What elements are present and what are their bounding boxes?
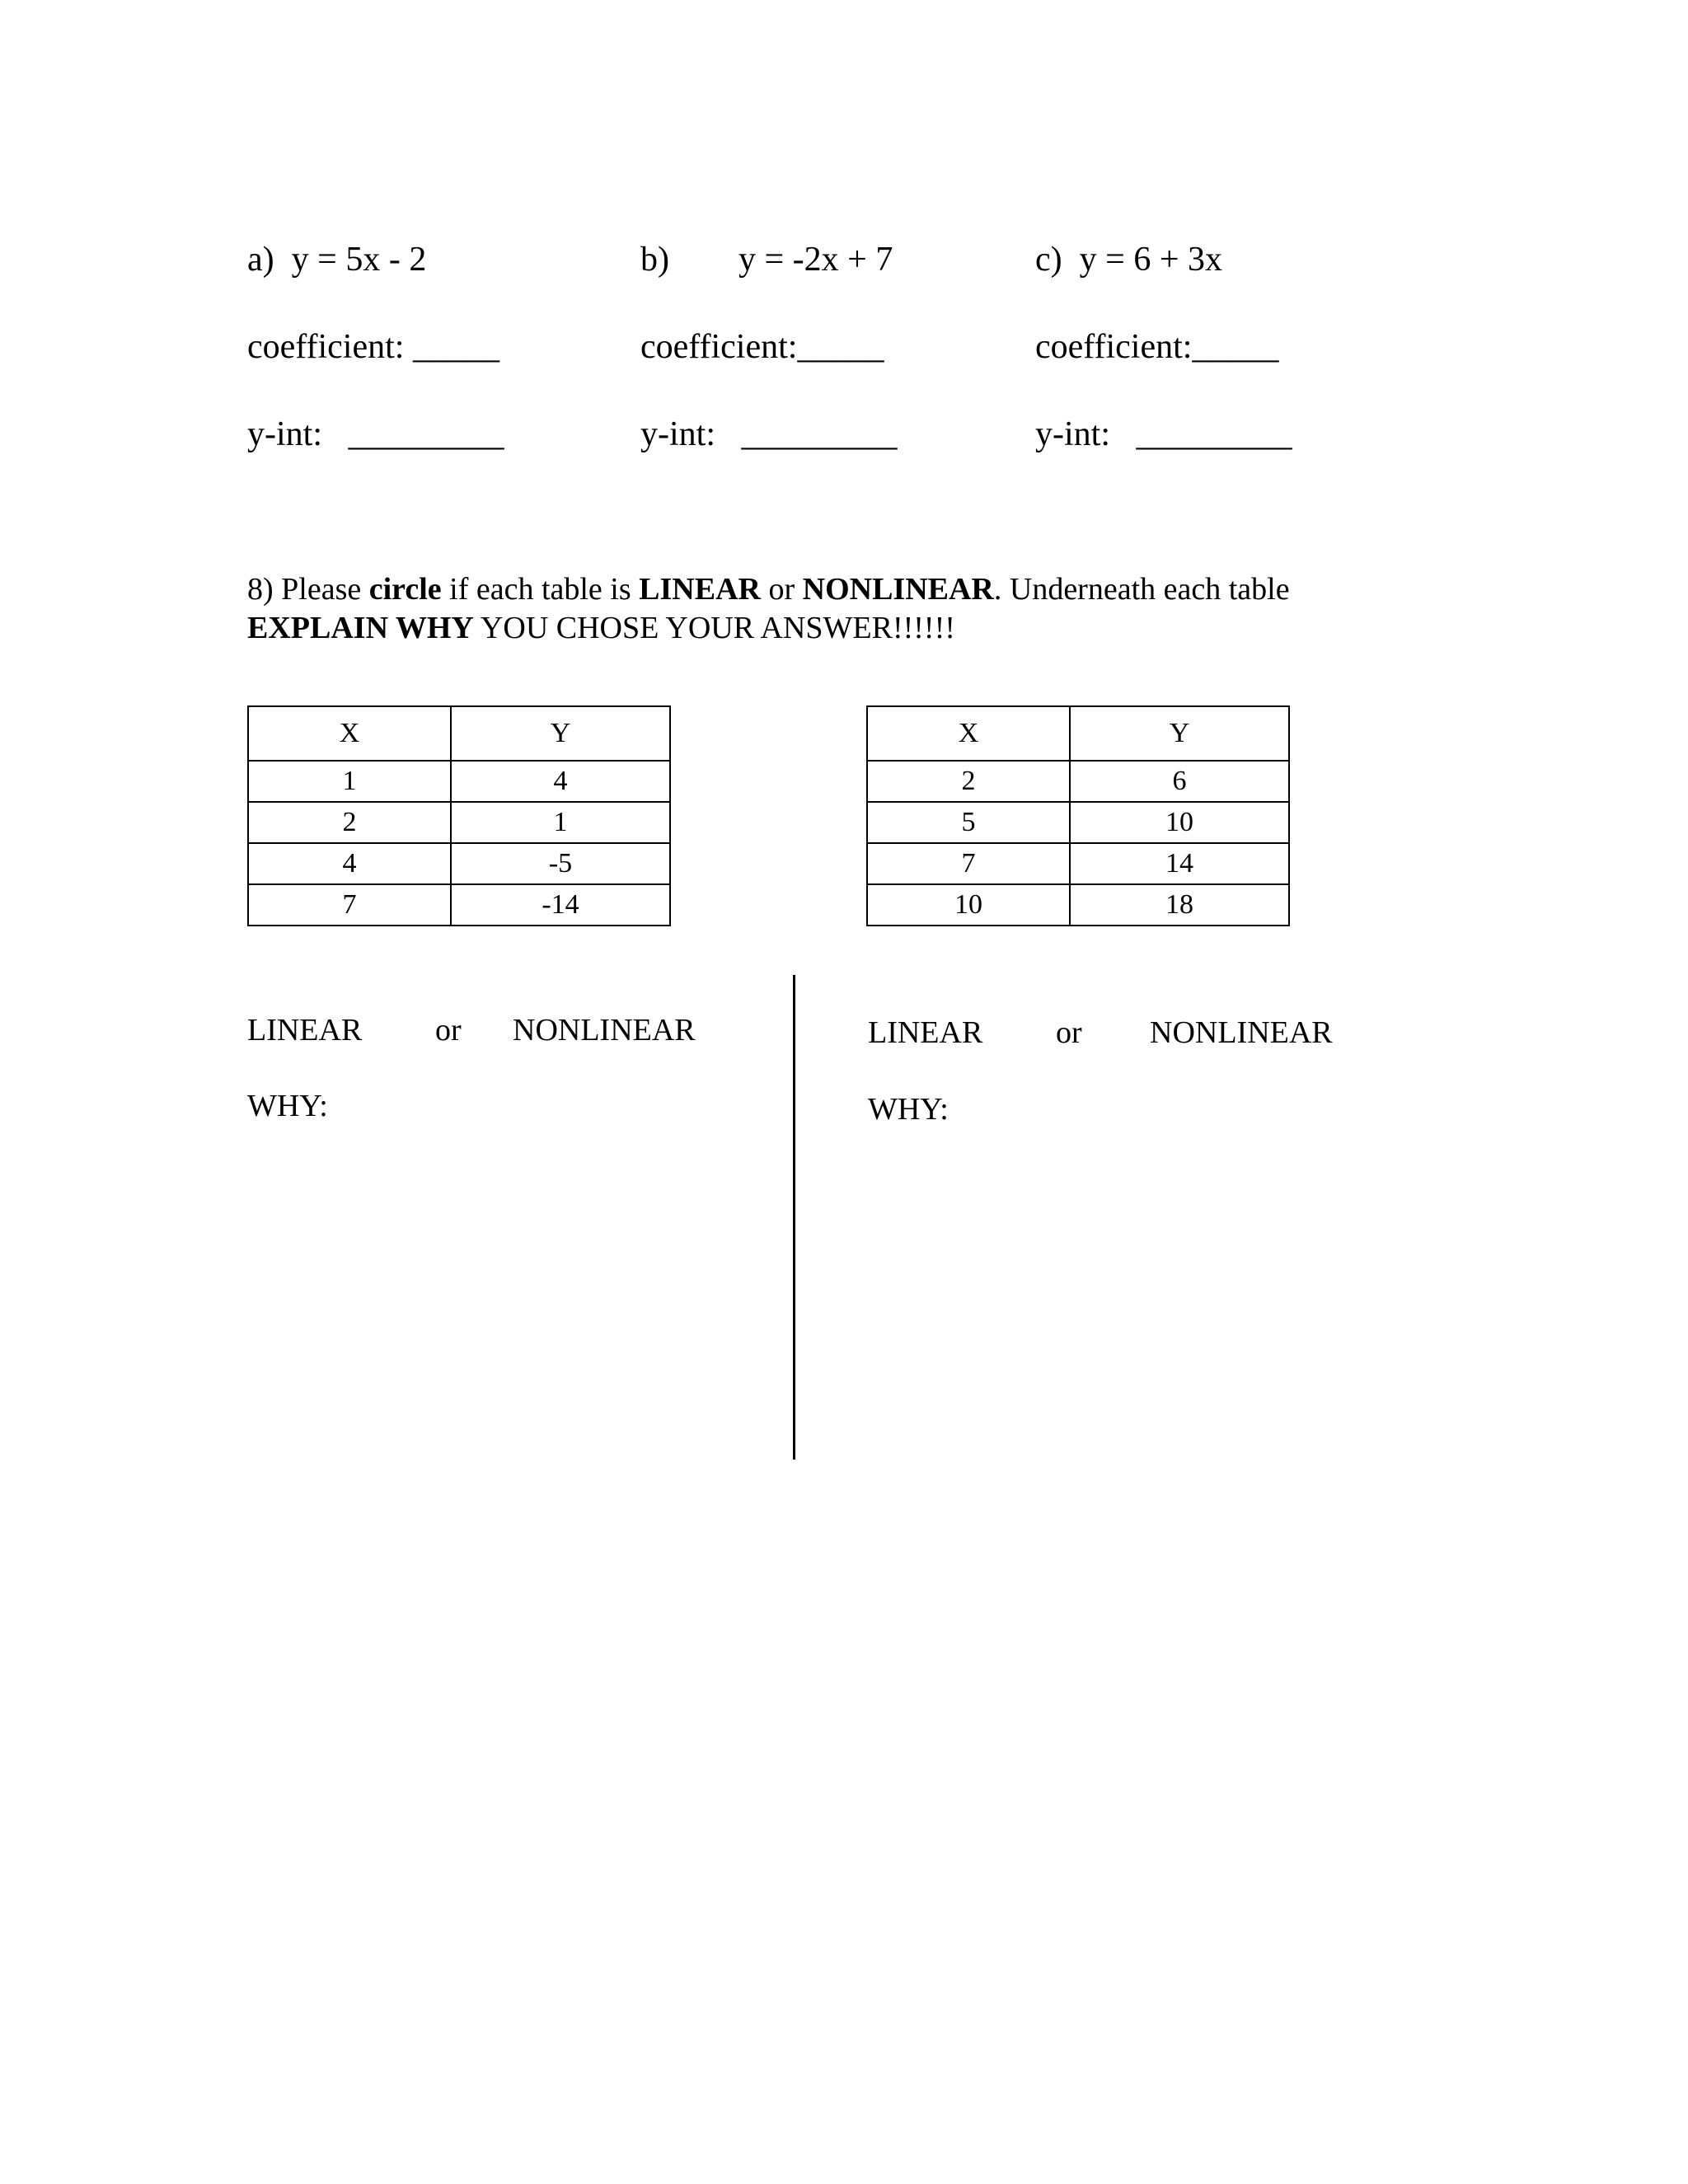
yint-a bbox=[247, 417, 504, 452]
q8-linear-word: LINEAR bbox=[639, 572, 761, 607]
q8-after: . Underneath each table bbox=[993, 572, 1290, 607]
table-1-header-y: Y bbox=[451, 706, 670, 761]
q8-nonlinear-word: NONLINEAR bbox=[802, 572, 994, 607]
table-cell: 7 bbox=[248, 884, 451, 926]
table-cell: -14 bbox=[451, 884, 670, 926]
table-cell: 18 bbox=[1070, 884, 1289, 926]
coefficient-b-label: coefficient: bbox=[640, 328, 798, 366]
coefficient-a-label: coefficient: bbox=[247, 328, 405, 366]
table-cell: -5 bbox=[451, 843, 670, 884]
equation-b-label: b) bbox=[640, 241, 669, 279]
equation-b-expression: y = -2x + 7 bbox=[738, 241, 893, 279]
table-cell: 14 bbox=[1070, 843, 1289, 884]
table-1-why-label: WHY: bbox=[247, 1089, 328, 1123]
table-cell: 1 bbox=[451, 802, 670, 843]
table-1-choice-nonlinear[interactable]: NONLINEAR bbox=[513, 1013, 696, 1047]
q8-circle-word: circle bbox=[368, 572, 442, 607]
table-2-header-y: Y bbox=[1070, 706, 1289, 761]
table-1 bbox=[247, 705, 671, 926]
yint-c-blank[interactable]: _________ bbox=[1136, 415, 1292, 453]
table-cell: 4 bbox=[451, 761, 670, 802]
table-cell: 6 bbox=[1070, 761, 1289, 802]
coefficient-c bbox=[1035, 330, 1278, 364]
question-8-line1 bbox=[247, 574, 1290, 605]
coefficient-b-blank[interactable]: _____ bbox=[797, 328, 884, 366]
equation-a-label: a) bbox=[247, 241, 274, 279]
table-cell: 4 bbox=[248, 843, 451, 884]
q8-explain-why: EXPLAIN WHY bbox=[247, 611, 474, 645]
q8-number: 8) Please bbox=[247, 572, 369, 607]
table-1-choice-or: or bbox=[435, 1013, 462, 1047]
coefficient-a-blank[interactable]: _____ bbox=[412, 328, 499, 366]
yint-c-label: y-int: bbox=[1035, 415, 1110, 453]
table-2-choice-nonlinear[interactable]: NONLINEAR bbox=[1150, 1015, 1333, 1050]
equation-a bbox=[247, 242, 426, 277]
table-cell: 7 bbox=[867, 843, 1070, 884]
equation-c bbox=[1035, 242, 1222, 277]
q8-rest: YOU CHOSE YOUR ANSWER!!!!!! bbox=[473, 611, 955, 645]
yint-a-blank[interactable]: _________ bbox=[348, 415, 504, 453]
table-1-header-x: X bbox=[248, 706, 451, 761]
equation-b bbox=[640, 242, 669, 277]
table-cell: 10 bbox=[1070, 802, 1289, 843]
question-8-line2 bbox=[247, 612, 955, 644]
equation-c-expression: y = 6 + 3x bbox=[1079, 241, 1223, 279]
equation-c-label: c) bbox=[1035, 241, 1062, 279]
table-1-choice-linear[interactable]: LINEAR bbox=[247, 1013, 363, 1047]
yint-a-label: y-int: bbox=[247, 415, 322, 453]
coefficient-c-label: coefficient: bbox=[1035, 328, 1193, 366]
yint-b-label: y-int: bbox=[640, 415, 715, 453]
table-2-choice-or: or bbox=[1056, 1015, 1082, 1050]
yint-b-blank[interactable]: _________ bbox=[741, 415, 898, 453]
yint-b bbox=[640, 417, 898, 452]
q8-or: or bbox=[760, 572, 803, 607]
table-2-header-x: X bbox=[867, 706, 1070, 761]
coefficient-b bbox=[640, 330, 884, 364]
coefficient-c-blank[interactable]: _____ bbox=[1192, 328, 1279, 366]
table-cell: 5 bbox=[867, 802, 1070, 843]
table-cell: 10 bbox=[867, 884, 1070, 926]
table-2-why-label: WHY: bbox=[868, 1092, 949, 1127]
column-divider bbox=[793, 975, 795, 1460]
table-cell: 2 bbox=[867, 761, 1070, 802]
equation-a-expression: y = 5x - 2 bbox=[291, 241, 427, 279]
table-2 bbox=[866, 705, 1290, 926]
table-2-choice-linear[interactable]: LINEAR bbox=[868, 1015, 983, 1050]
q8-mid: if each table is bbox=[441, 572, 640, 607]
yint-c bbox=[1035, 417, 1292, 452]
table-cell: 1 bbox=[248, 761, 451, 802]
coefficient-a bbox=[247, 330, 499, 364]
table-cell: 2 bbox=[248, 802, 451, 843]
equation-b-expression-wrap bbox=[738, 242, 893, 277]
